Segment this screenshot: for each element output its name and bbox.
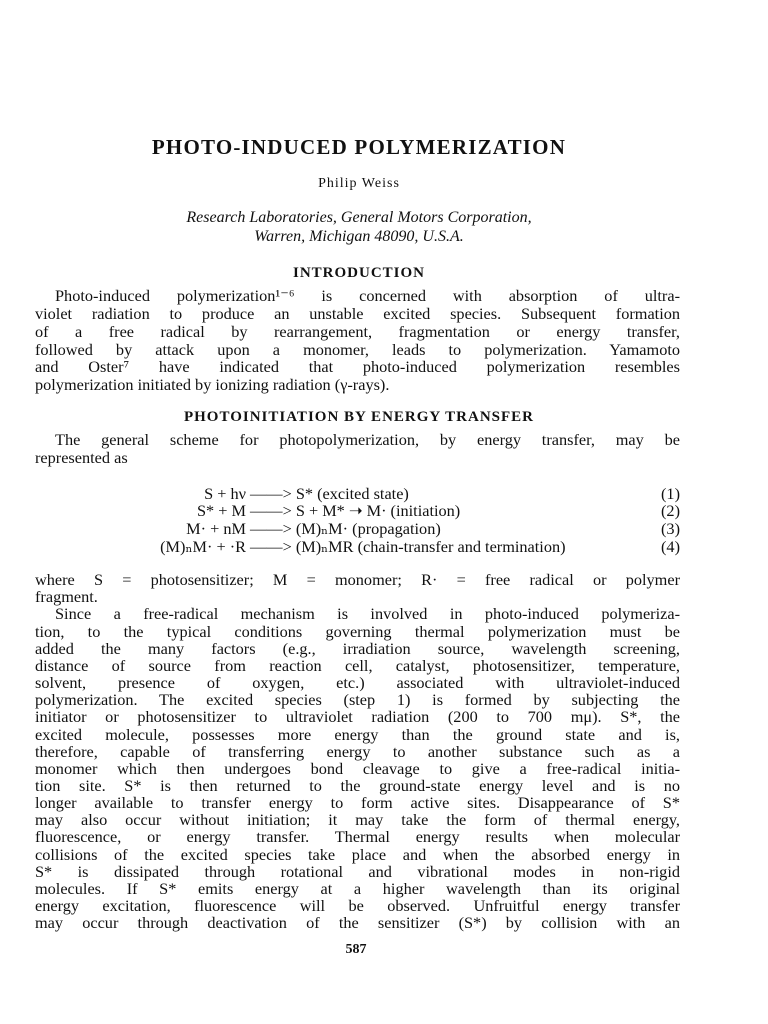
equation-1 [0,484,768,502]
paragraph-line: may also occur without initiation; it may take the form of thermal energy, [35,810,680,829]
paper-title: PHOTO-INDUCED POLYMERIZATION [151,135,567,159]
affiliation-line: Warren, Michigan 48090, U.S.A. [254,228,464,245]
paragraph-line: distance of source from reaction cell, catalyst, photosensitizer, temperature, [35,656,680,675]
paragraph-line: solvent, presence of oxygen, etc.) associated with ultraviolet-induced [35,673,680,692]
section-heading-photoinitiation: PHOTOINITIATION BY ENERGY TRANSFER [183,409,535,425]
paragraph-line: violet radiation to produce an unstable excited species. Subsequent formation [35,304,680,323]
equation-lhs: (M)ₙM· + ·R [160,537,246,556]
equation-rhs: ——> S* (excited state) [250,484,409,503]
equation-2 [0,501,768,519]
section-heading-introduction: INTRODUCTION [292,265,425,281]
equation-4 [0,537,768,555]
paragraph-line: polymerization. The excited species (step 1) is formed by subjecting the [35,690,680,709]
paragraph-line: fragment. [35,587,98,606]
equation-3 [0,519,768,537]
paragraph-line: followed by attack upon a monomer, leads to polymerization. Yamamoto [35,340,680,359]
author-name [0,176,718,192]
equation-number: (4) [661,537,680,556]
paragraph-line: Since a free-radical mechanism is involved in photo-induced polymeriza- [55,604,680,623]
equation-number: (2) [661,501,680,520]
paragraph-line: excited molecule, possesses more energy than the ground state and is, [35,725,680,744]
paragraph-line: molecules. If S* emits energy at a higher wavelength than its original [35,879,680,898]
paragraph-line: therefore, capable of transferring energy to another substance such as a [35,742,680,761]
equation-rhs: ——> (M)ₙM· (propagation) [250,519,441,538]
paragraph-line: energy excitation, fluorescence will be observed. Unfruitful energy transfer [35,896,680,915]
page-number: 587 [345,942,367,957]
equation-number: (3) [661,519,680,538]
paragraph-line: polymerization initiated by ionizing radiation (γ-rays). [35,375,390,394]
paragraph-line: fluorescence, or energy transfer. Thermal energy results when molecular [35,827,680,846]
equation-lhs: S* + M [197,501,246,520]
paragraph-line: The general scheme for photopolymerization, by energy transfer, may be [55,430,680,449]
paragraph-line: of a free radical by rearrangement, fragmentation or energy transfer, [35,322,680,341]
paragraph-line: added the many factors (e.g., irradiation source, wavelength screening, [35,639,680,658]
paragraph-line: and Oster⁷ have indicated that photo-induced polymerization resembles [35,357,680,376]
equation-rhs: ——> S + M* ➝ M· (initiation) [250,501,461,520]
paragraph-line: represented as [35,448,128,467]
paragraph-line: S* is dissipated through rotational and vibrational modes in non-rigid [35,862,680,881]
affiliation-line: Research Laboratories, General Motors Corporation, [186,209,532,226]
author-text: Philip Weiss [318,176,400,191]
equation-number: (1) [661,484,680,503]
equation-lhs: M· + nM [186,519,246,538]
paragraph-line: longer available to transfer energy to form active sites. Disappearance of S* [35,793,680,812]
equation-rhs: ——> (M)ₙMR (chain-transfer and termination) [250,537,566,556]
paragraph-line: tion, to the typical conditions governing thermal polymerization must be [35,622,680,641]
paragraph-line: tion site. S* is then returned to the ground-state energy level and is no [35,776,680,795]
paragraph-line: initiator or photosensitizer to ultraviolet radiation (200 to 700 mμ). S*, the [35,707,680,726]
paragraph-line: where S = photosensitizer; M = monomer; R· = free radical or polymer [35,570,680,589]
paragraph-line: may occur through deactivation of the sensitizer (S*) by collision with an [35,913,680,932]
equation-lhs: S + hν [204,484,246,503]
paragraph-line: collisions of the excited species take place and when the absorbed energy in [35,845,680,864]
paragraph-line: monomer which then undergoes bond cleavage to give a free-radical initia- [35,759,680,778]
paragraph-line: Photo-induced polymerization¹⁻⁶ is concerned with absorption of ultra- [55,286,680,305]
